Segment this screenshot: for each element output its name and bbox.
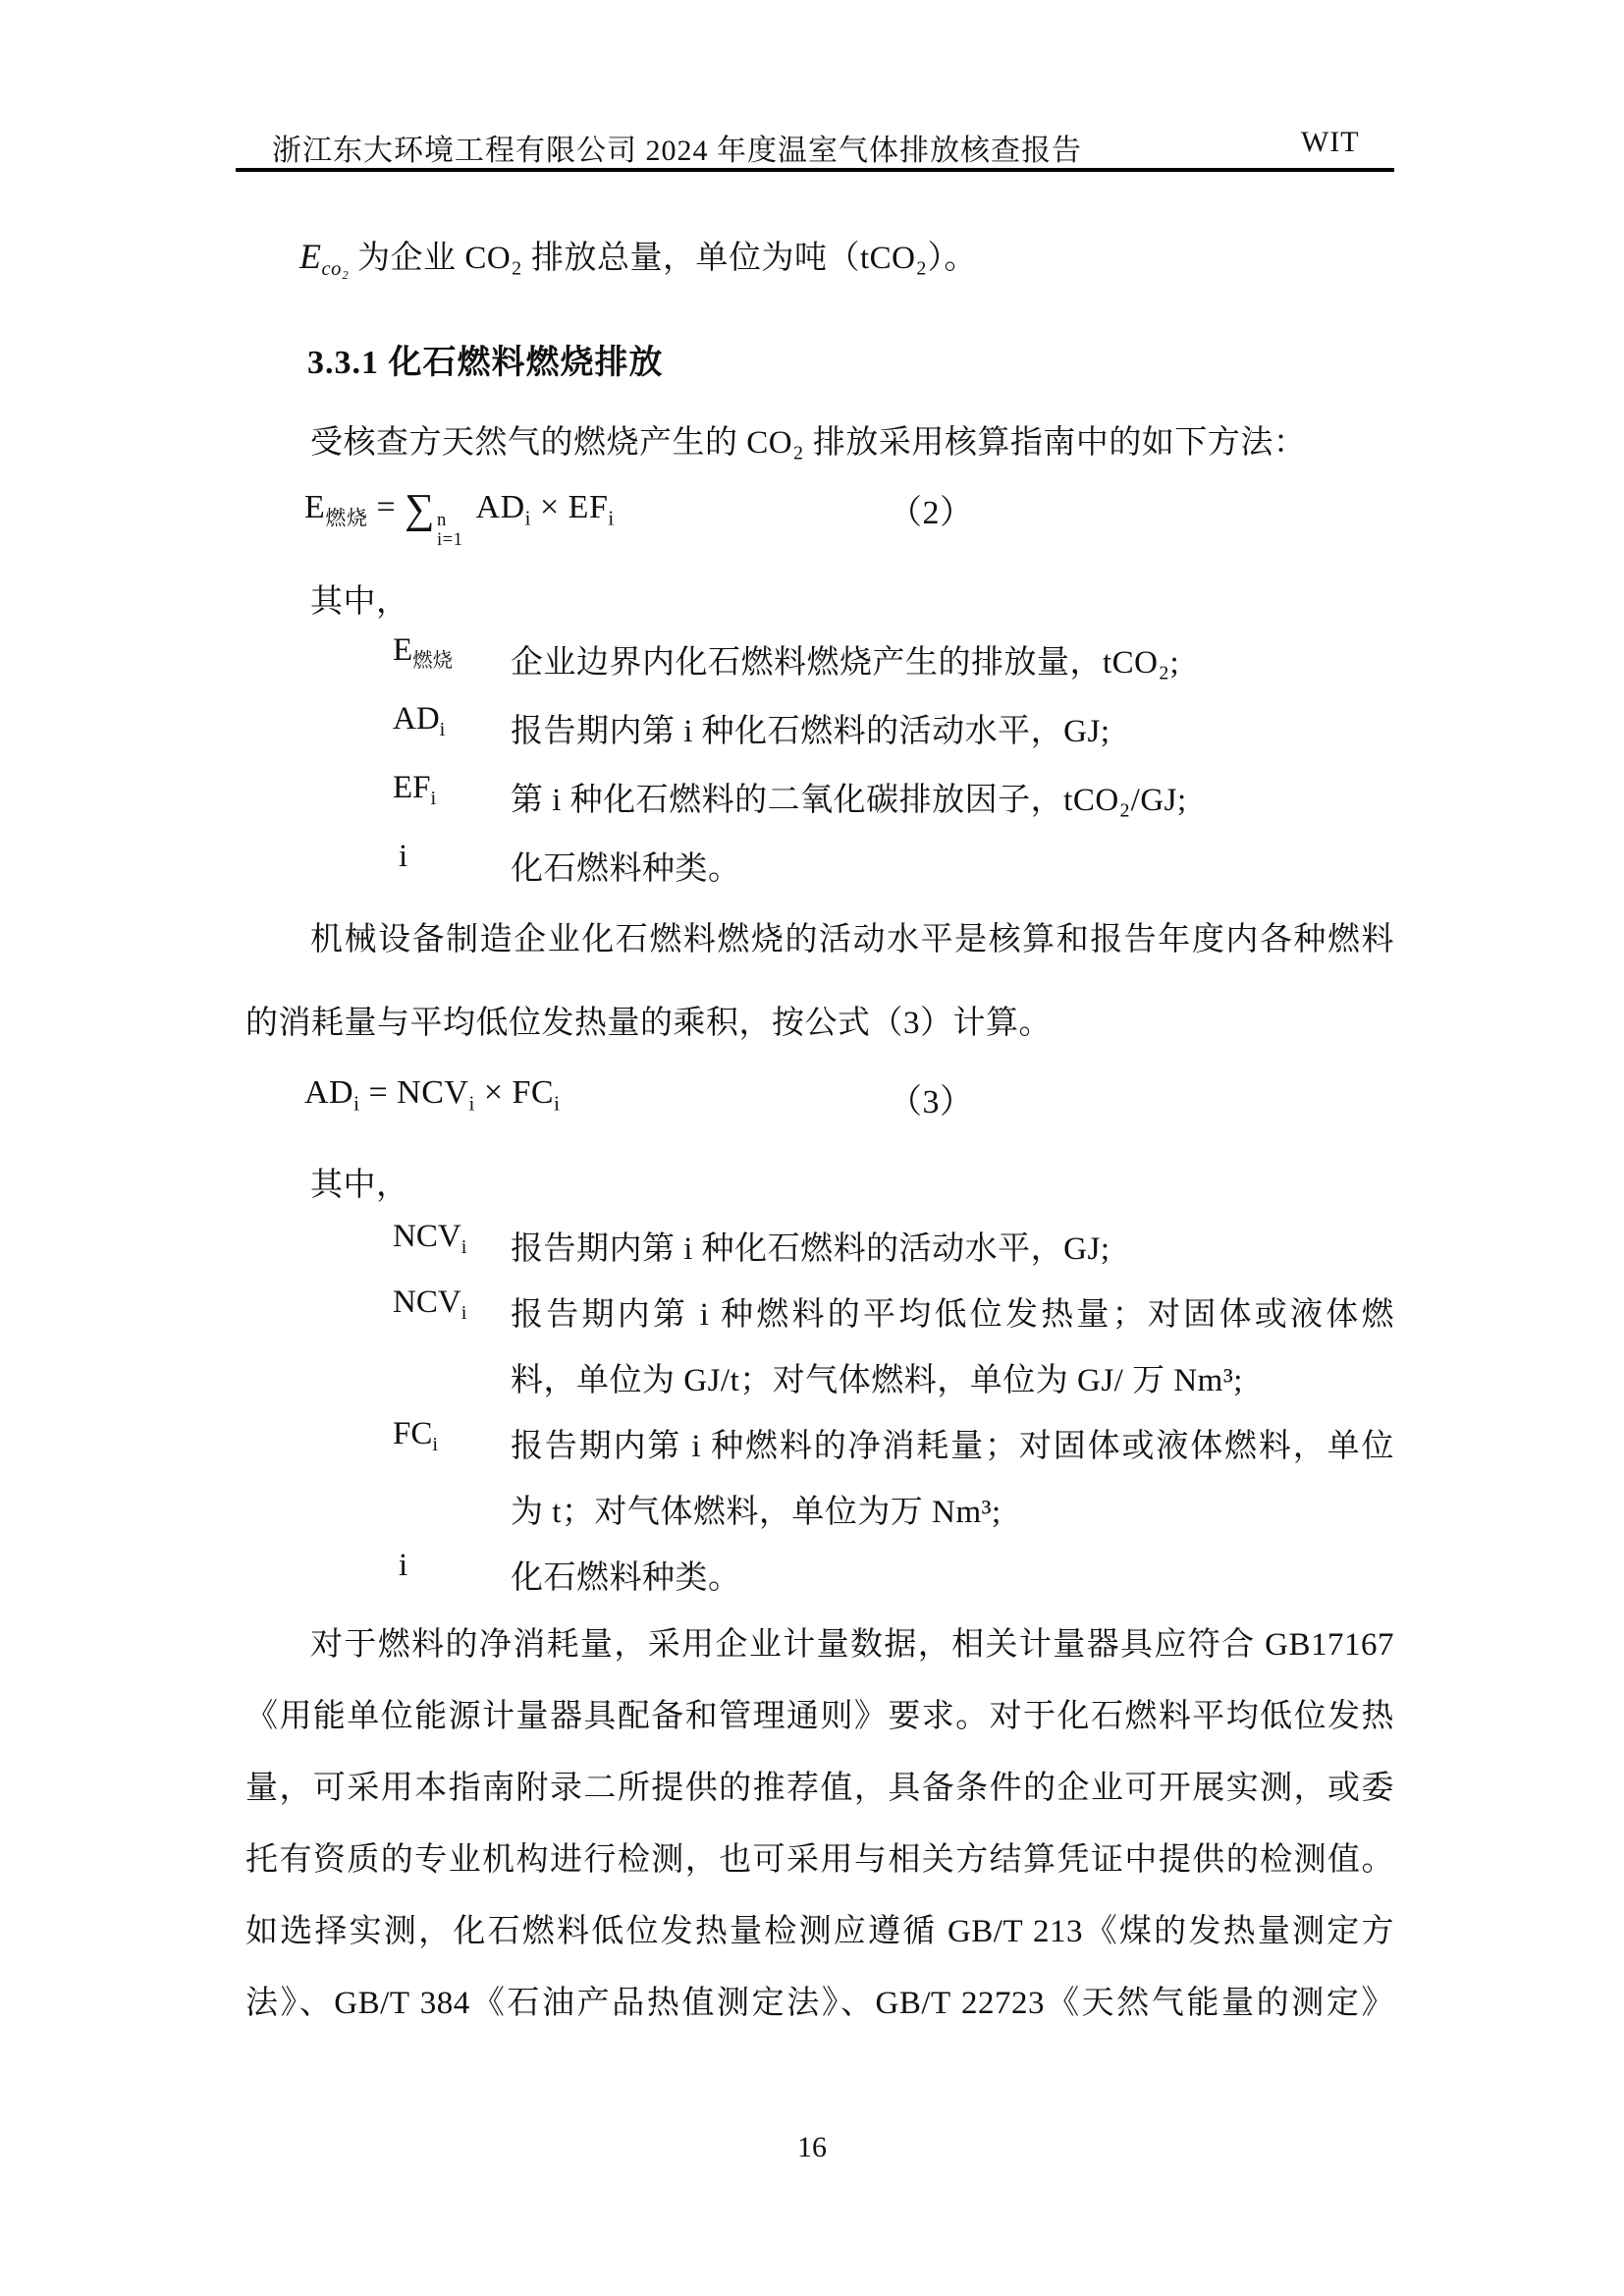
formula-2-times: × — [539, 488, 560, 525]
def-term: $E_{燃烧}$ — [393, 632, 454, 673]
paragraph-3-line-4: 托有资质的专业机构进行检测，也可采用与相关方结算凭证中提供的检测值。 — [245, 1842, 1394, 1878]
formula-2-term1: AD — [475, 488, 525, 525]
formula-2-lhs: E — [304, 488, 326, 525]
def-term: $AD_i$ — [393, 701, 446, 741]
def-desc-continued: 为 t；对气体燃料，单位为万 Nm³; — [511, 1495, 1001, 1530]
formula-3-lhs-sub: i — [353, 1091, 360, 1116]
def-desc: 报告期内第 i 种燃料的净消耗量；对固体或液体燃料，单位 — [511, 1429, 1394, 1464]
sigma-upper: n — [436, 510, 447, 531]
formula-3-term1: NCV — [397, 1074, 469, 1111]
formula-2-lhs-sub: 燃烧 — [325, 506, 368, 530]
def-term: $EF_i$ — [393, 770, 437, 810]
header-logo: WIT — [1301, 126, 1360, 158]
formula-3-times: × — [483, 1074, 504, 1111]
paragraph-3-line-2: 《用能单位能源计量器具配备和管理通则》要求。对于化石燃料平均低位发热 — [245, 1699, 1394, 1734]
page-number: 16 — [797, 2131, 827, 2163]
formula-3 — [304, 1074, 560, 1116]
header-rule — [236, 168, 1394, 172]
sigma-limits — [437, 511, 463, 549]
formula-2-term2-sub: i — [608, 506, 615, 530]
def-desc: 化石燃料种类。 — [511, 851, 741, 887]
sigma-lower: i=1 — [436, 528, 463, 550]
paragraph-2-line-2: 的消耗量与平均低位发热量的乘积，按公式（3）计算。 — [245, 1006, 1052, 1041]
formula-2 — [304, 485, 615, 550]
def-desc: 报告期内第 i 种化石燃料的活动水平，GJ; — [511, 714, 1110, 749]
def-desc: 企业边界内化石燃料燃烧产生的排放量，tCO₂; — [511, 645, 1180, 681]
where-label-2: 其中， — [310, 1168, 409, 1203]
paragraph-2-line-1: 机械设备制造企业化石燃料燃烧的活动水平是核算和报告年度内各种燃料 — [310, 922, 1394, 957]
def-term: i — [399, 839, 408, 874]
formula-3-lhs: AD — [304, 1074, 354, 1111]
intro-text: 为企业 CO₂ 排放总量，单位为吨（tCO₂）。 — [357, 241, 978, 276]
intro-term: E — [299, 237, 322, 276]
section-heading: 3.3.1 化石燃料燃烧排放 — [307, 345, 664, 381]
def-term: $FC_i$ — [393, 1416, 439, 1456]
formula-3-number: （3） — [889, 1084, 974, 1121]
def-desc: 报告期内第 i 种燃料的平均低位发热量；对固体或液体燃 — [511, 1297, 1394, 1333]
def-desc: 报告期内第 i 种化石燃料的活动水平，GJ; — [511, 1231, 1110, 1267]
formula-2-number: （2） — [889, 495, 974, 531]
sigma-symbol: ∑ — [405, 486, 435, 532]
paragraph-1: 受核查方天然气的燃烧产生的 CO₂ 排放采用核算指南中的如下方法： — [310, 425, 1307, 461]
formula-3-term2: FC — [512, 1074, 555, 1111]
paragraph-3-line-6: 法》、GB/T 384《石油产品热值测定法》、GB/T 22723《天然气能量的测定》 — [245, 1986, 1394, 2021]
def-term: $NCV_i$ — [393, 1285, 467, 1325]
paragraph-3-line-1: 对于燃料的净消耗量，采用企业计量数据，相关计量器具应符合 GB17167 — [310, 1627, 1394, 1663]
intro-line — [299, 232, 977, 281]
def-desc: 第 i 种化石燃料的二氧化碳排放因子，tCO₂/GJ; — [511, 783, 1187, 818]
intro-term-sub: co₂ — [321, 258, 350, 281]
header-title: 浙江东大环境工程有限公司 2024 年度温室气体排放核查报告 — [272, 135, 1082, 167]
formula-2-term1-sub: i — [524, 506, 531, 530]
def-term: i — [399, 1548, 408, 1583]
paragraph-3-line-3: 量，可采用本指南附录二所提供的推荐值，具备条件的企业可开展实测，或委 — [245, 1771, 1394, 1806]
formula-3-equals: = — [368, 1074, 389, 1111]
paragraph-3-line-5: 如选择实测，化石燃料低位发热量检测应遵循 GB/T 213《煤的发热量测定方 — [245, 1914, 1394, 1949]
formula-2-equals: = — [376, 488, 397, 525]
def-term: $NCV_i$ — [393, 1219, 467, 1259]
formula-3-term1-sub: i — [468, 1091, 475, 1116]
where-label-1: 其中， — [310, 584, 409, 620]
def-desc: 化石燃料种类。 — [511, 1560, 741, 1596]
def-desc-continued: 料，单位为 GJ/t；对气体燃料，单位为 GJ/ 万 Nm³; — [511, 1363, 1243, 1398]
formula-2-term2: EF — [568, 488, 609, 525]
formula-3-term2-sub: i — [554, 1091, 561, 1116]
